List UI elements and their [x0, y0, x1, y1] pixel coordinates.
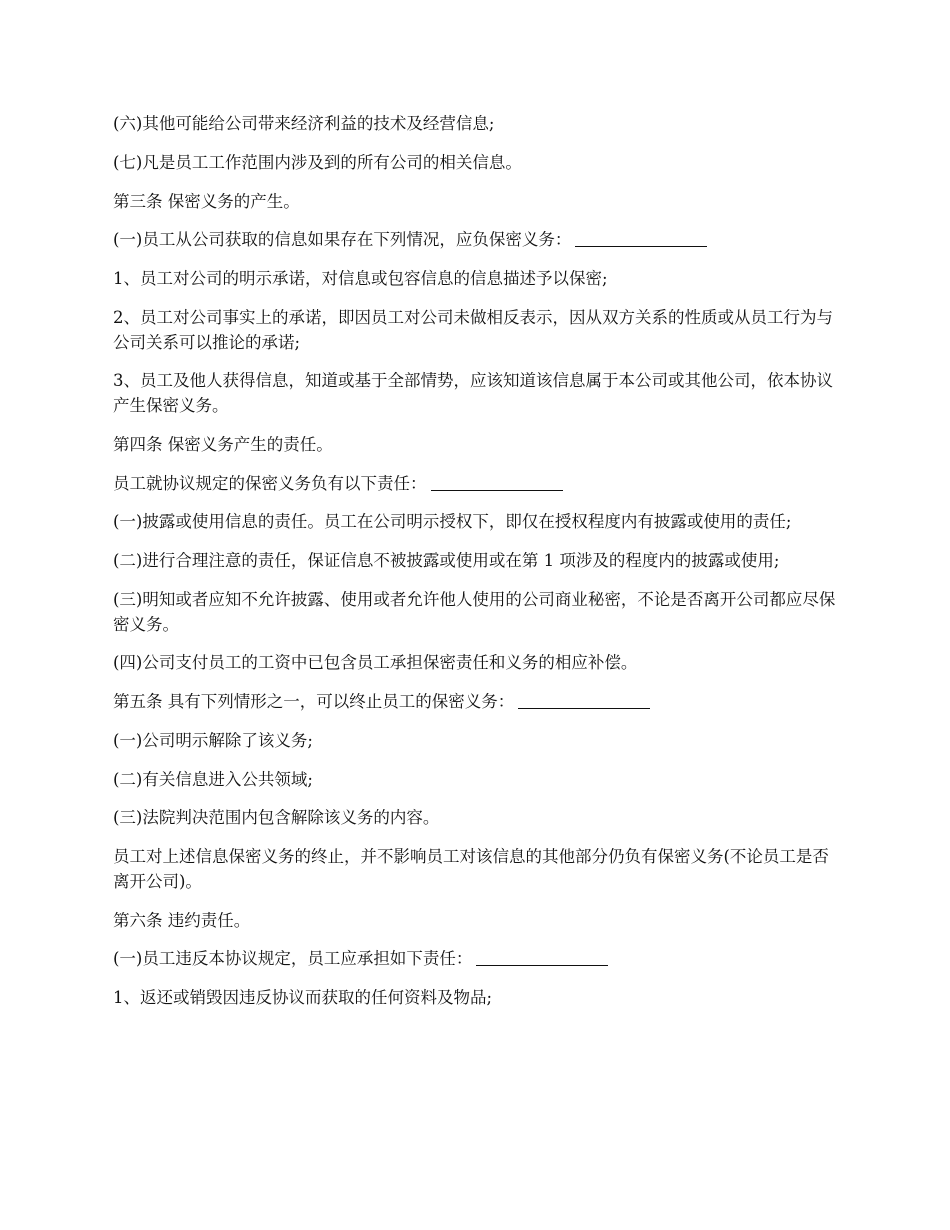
paragraph: 1、员工对公司的明示承诺，对信息或包容信息的信息描述予以保密; [113, 269, 608, 288]
paragraph: (二)有关信息进入公共领域; [113, 769, 313, 789]
paragraph: 员工就协议规定的保密义务负有以下责任： [113, 472, 838, 497]
article-heading: 第三条 保密义务的产生。 [113, 191, 300, 211]
paragraph: 3、员工及他人获得信息，知道或基于全部情势，应该知道该信息属于本公司或其他公司，依本协议产生保密义务。 [113, 371, 833, 415]
paragraph: (二)进行合理注意的责任，保证信息不被披露或使用或在第 1 项涉及的程度内的披露或使用; [113, 551, 780, 570]
paragraph: 2、员工对公司事实上的承诺，即因员工对公司未做相反表示，因从双方关系的性质或从员工行为与公司关系可以推论的承诺; [113, 307, 833, 352]
paragraph: (三)明知或者应知不允许披露、使用或者允许他人使用的公司商业秘密，不论是否离开公司都应尽保密义务。 [113, 589, 836, 634]
paragraph: (一)公司明示解除了该义务; [113, 730, 313, 750]
paragraph: (一)员工从公司获取的信息如果存在下列情况，应负保密义务： [113, 228, 838, 253]
paragraph: 1、返还或销毁因违反协议而获取的任何资料及物品; [113, 988, 493, 1007]
paragraph: (六)其他可能给公司带来经济利益的技术及经营信息; [113, 114, 495, 133]
fill-in-blank [518, 692, 650, 710]
paragraph: (四)公司支付员工的工资中已包含员工承担保密责任和义务的相应补偿。 [113, 653, 638, 673]
article-heading: 第五条 具有下列情形之一，可以终止员工的保密义务： [113, 690, 838, 715]
article-heading: 第四条 保密义务产生的责任。 [113, 434, 333, 454]
paragraph: (七)凡是员工工作范围内涉及到的所有公司的相关信息。 [113, 152, 522, 172]
fill-in-blank [476, 949, 608, 967]
paragraph: 员工对上述信息保密义务的终止，并不影响员工对该信息的其他部分仍负有保密义务(不论员工是否离开公司)。 [113, 847, 829, 891]
paragraph: (一)员工违反本协议规定，员工应承担如下责任： [113, 947, 838, 972]
fill-in-blank [575, 230, 707, 248]
paragraph: (一)披露或使用信息的责任。员工在公司明示授权下，即仅在授权程度内有披露或使用的责任; [113, 512, 792, 532]
article-heading: 第六条 违约责任。 [113, 910, 251, 930]
fill-in-blank [431, 473, 563, 491]
document-body [113, 112, 838, 1025]
paragraph: (三)法院判决范围内包含解除该义务的内容。 [113, 808, 440, 828]
